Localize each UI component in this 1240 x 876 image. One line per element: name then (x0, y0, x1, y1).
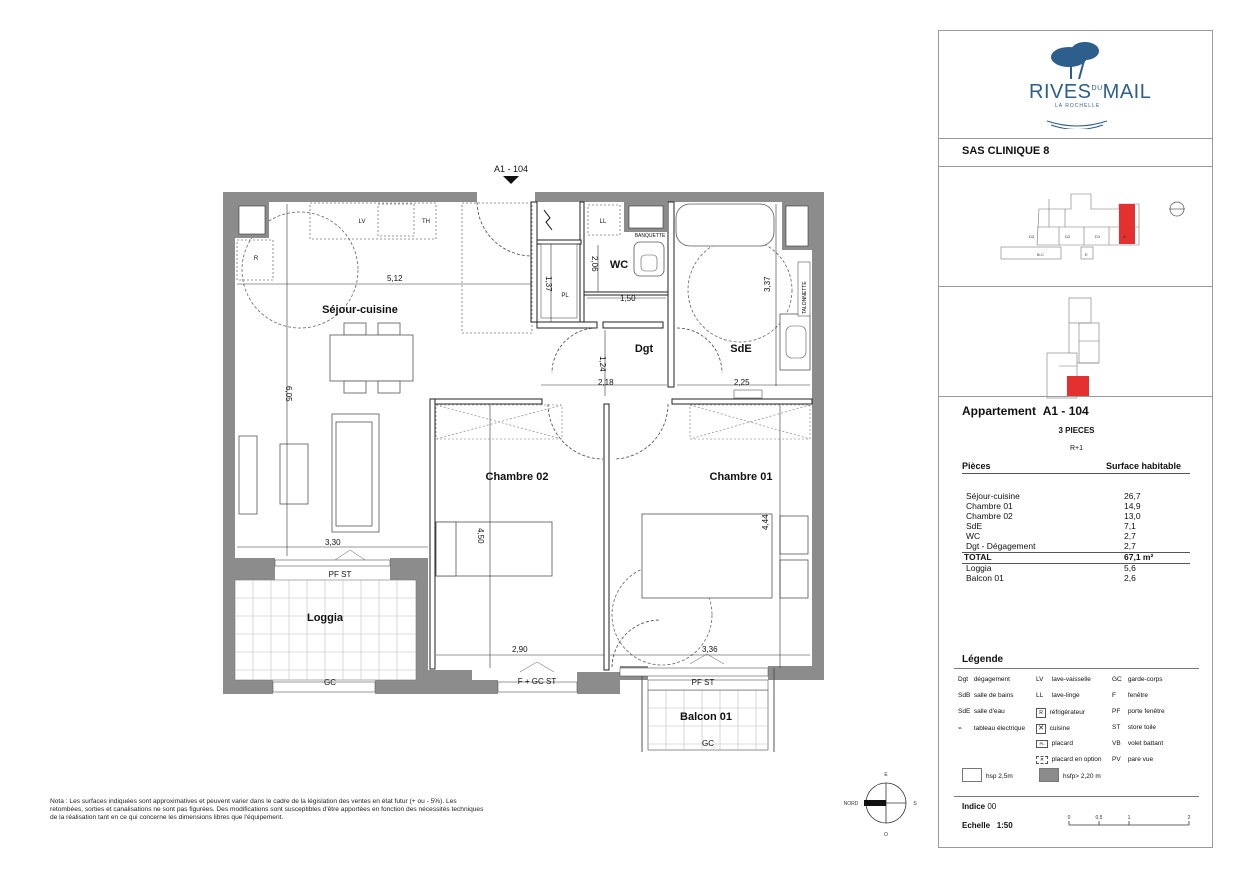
scale-tick: 1 (1127, 815, 1131, 821)
dim-label: 2,90 (512, 645, 528, 654)
legend-item: SdE salle d'eau (958, 708, 1005, 715)
client-name: SAS CLINIQUE 8 (962, 145, 1050, 157)
hsp-dark-label: hsfp> 2,20 m (1063, 773, 1101, 780)
dim-label: 4,44 (761, 514, 770, 530)
dim-label: 1,50 (620, 294, 636, 303)
dim-label: 1,37 (544, 276, 553, 292)
electrical-panel-icon: ⌁ (958, 725, 962, 732)
table-head-pieces: Pièces (962, 461, 991, 471)
key-plan-label: A (1123, 234, 1126, 239)
legend-item: ✕ placard en option (1036, 756, 1102, 764)
legend-item: LV lave-vaisselle (1036, 676, 1091, 683)
banquette-label: BANQUETTE (634, 233, 666, 239)
dim-label: 5,12 (387, 274, 403, 283)
logo-subtitle: LA ROCHELLE (1055, 103, 1101, 109)
interior-walls (430, 202, 812, 670)
scale-tick: 0,5 (1095, 815, 1103, 821)
placard-option-icon: ✕ (1036, 756, 1048, 764)
legend-item: F fenêtre (1112, 692, 1149, 699)
key-plan-label: B-C (1037, 252, 1044, 257)
legend-item: ST store toile (1112, 724, 1156, 731)
entrance-label: A1 - 104 (493, 164, 529, 174)
fridge-label: R (253, 256, 259, 262)
table-row: Chambre 02 (966, 511, 1013, 521)
table-row: WC (966, 531, 981, 541)
opening-label: GC (324, 678, 336, 687)
dim-label: 4,50 (476, 528, 485, 544)
legend-item: ✕ cuisine (1036, 724, 1070, 734)
entrance-arrow-icon (503, 176, 519, 184)
logo-wordmark: $RIVES^{DU}MAIL$ (1029, 81, 1152, 103)
total-value: 67,1 m² (1124, 552, 1154, 562)
kitchen-cross-icon: ✕ (1036, 724, 1046, 734)
hsp-dark-swatch (1039, 768, 1059, 782)
key-plan-floor (1039, 296, 1109, 401)
compass-icon (864, 783, 906, 823)
bathtub-icon (676, 204, 774, 246)
talonnette-label: TALONNETTE (802, 281, 808, 314)
loggia-floor (235, 580, 416, 680)
table-value: 26,7 (1124, 491, 1141, 501)
table-value: 7,1 (1124, 521, 1136, 531)
scale-tick: 2 (1187, 815, 1191, 821)
table-row: Séjour-cuisine (966, 491, 1020, 501)
room-label-dgt: Dgt (634, 343, 654, 355)
room-label-wc: WC (609, 259, 629, 271)
opening-label: PF ST (691, 678, 715, 687)
room-label-sde: SdE (730, 343, 752, 355)
sofa (239, 414, 379, 532)
legend-item: SdB salle de bains (958, 692, 1014, 699)
apartment-title: Appartement A1 - 104 (962, 404, 1089, 418)
key-plan-label: D2 (1065, 234, 1071, 239)
dim-label: 3,30 (325, 538, 341, 547)
table-row: Loggia (966, 563, 992, 573)
table-value: 13,0 (1124, 511, 1141, 521)
table-row: SdE (966, 521, 983, 531)
table-value: 2,7 (1124, 541, 1136, 551)
table-value: 5,6 (1124, 563, 1136, 573)
washer-label: LL (599, 219, 607, 225)
compass-o: O (884, 832, 888, 838)
key-plan-building (999, 189, 1199, 271)
legend-item: ⌁ tableau électrique (958, 725, 1026, 732)
electrical-panel-icon (544, 210, 552, 230)
compass-s: S (913, 801, 917, 807)
total-label: TOTAL (964, 552, 992, 562)
closet-label: PL (561, 293, 569, 299)
opening-label: GC (702, 739, 714, 748)
legend-item: GC garde-corps (1112, 676, 1163, 683)
dining-table (330, 323, 413, 393)
opening-label: F + GC ST (517, 677, 557, 686)
legend-item: Dgt dégagement (958, 676, 1010, 683)
dishwasher-label: LV (358, 219, 366, 225)
legend-item: LL lave-linge (1036, 692, 1080, 699)
legend-item: PL placard (1036, 740, 1073, 748)
indice: Indice 00 (962, 802, 997, 811)
room-label-loggia: Loggia (306, 612, 344, 624)
compass-n: NORD (843, 801, 859, 807)
table-value: 2,7 (1124, 531, 1136, 541)
dim-label: 3,36 (702, 645, 718, 654)
legend-title: Légende (962, 654, 1004, 665)
turning-circle (688, 238, 792, 342)
opening-label: PF ST (328, 570, 352, 579)
bed (436, 514, 808, 598)
dim-label: 2,06 (590, 256, 599, 272)
table-head-surface: Surface habitable (1106, 461, 1182, 471)
scale-tick: 0 (1067, 815, 1071, 821)
table-row: Balcon 01 (966, 573, 1004, 583)
room-label-balcon: Balcon 01 (680, 711, 732, 723)
compass-e: E (884, 772, 888, 778)
key-plan-label: E (1085, 252, 1088, 257)
legend-item: VB volet battant (1112, 740, 1164, 747)
legend-item: PF porte fenêtre (1112, 708, 1165, 715)
level: R+1 (1069, 445, 1084, 452)
dim-label: 2,25 (734, 378, 750, 387)
legend-item: PV pare vue (1112, 756, 1154, 763)
echelle: Echelle 1:50 (962, 821, 1013, 830)
legend-item: R réfrigérateur (1036, 708, 1085, 718)
hsp-light-swatch (962, 768, 982, 782)
table-value: 14,9 (1124, 501, 1141, 511)
placard-option (436, 405, 810, 439)
dim-label: 2,18 (598, 378, 614, 387)
key-plan-label: D1 (1095, 234, 1101, 239)
dim-label: 1,24 (598, 356, 607, 372)
scale-bar (1064, 811, 1194, 831)
rooms-count: 3 PIECES (1058, 426, 1095, 435)
hsp-light-label: hsp 2,5m (986, 773, 1013, 780)
table-row: Chambre 01 (966, 501, 1013, 511)
table-row: Dgt - Dégagement (966, 541, 1036, 551)
table-value: 2,6 (1124, 573, 1136, 583)
dim-label: 6,05 (284, 386, 293, 402)
key-plan-label: D3 (1029, 234, 1035, 239)
hob-label: TH (422, 219, 430, 225)
title-block (938, 30, 1213, 848)
disclaimer-note: Nota : Les surfaces indiquées sont approximatives et peuvent varier dans le cadre de la législation des ventes en état futur (+ ou - 5%). Les retombées, sorties et canalisations ne sont pas figurées. Des modifications sont susceptibles d'être apportées en fonction des nécessités techniques de la réalisation tant en ce qui concerne les dimensions libres que l'équipement. (50, 798, 484, 821)
room-label-chambre01: Chambre 01 (709, 471, 773, 483)
dim-label: 3,37 (763, 276, 772, 292)
room-label-chambre02: Chambre 02 (485, 471, 549, 483)
room-label-sejour: Séjour-cuisine (322, 304, 398, 316)
